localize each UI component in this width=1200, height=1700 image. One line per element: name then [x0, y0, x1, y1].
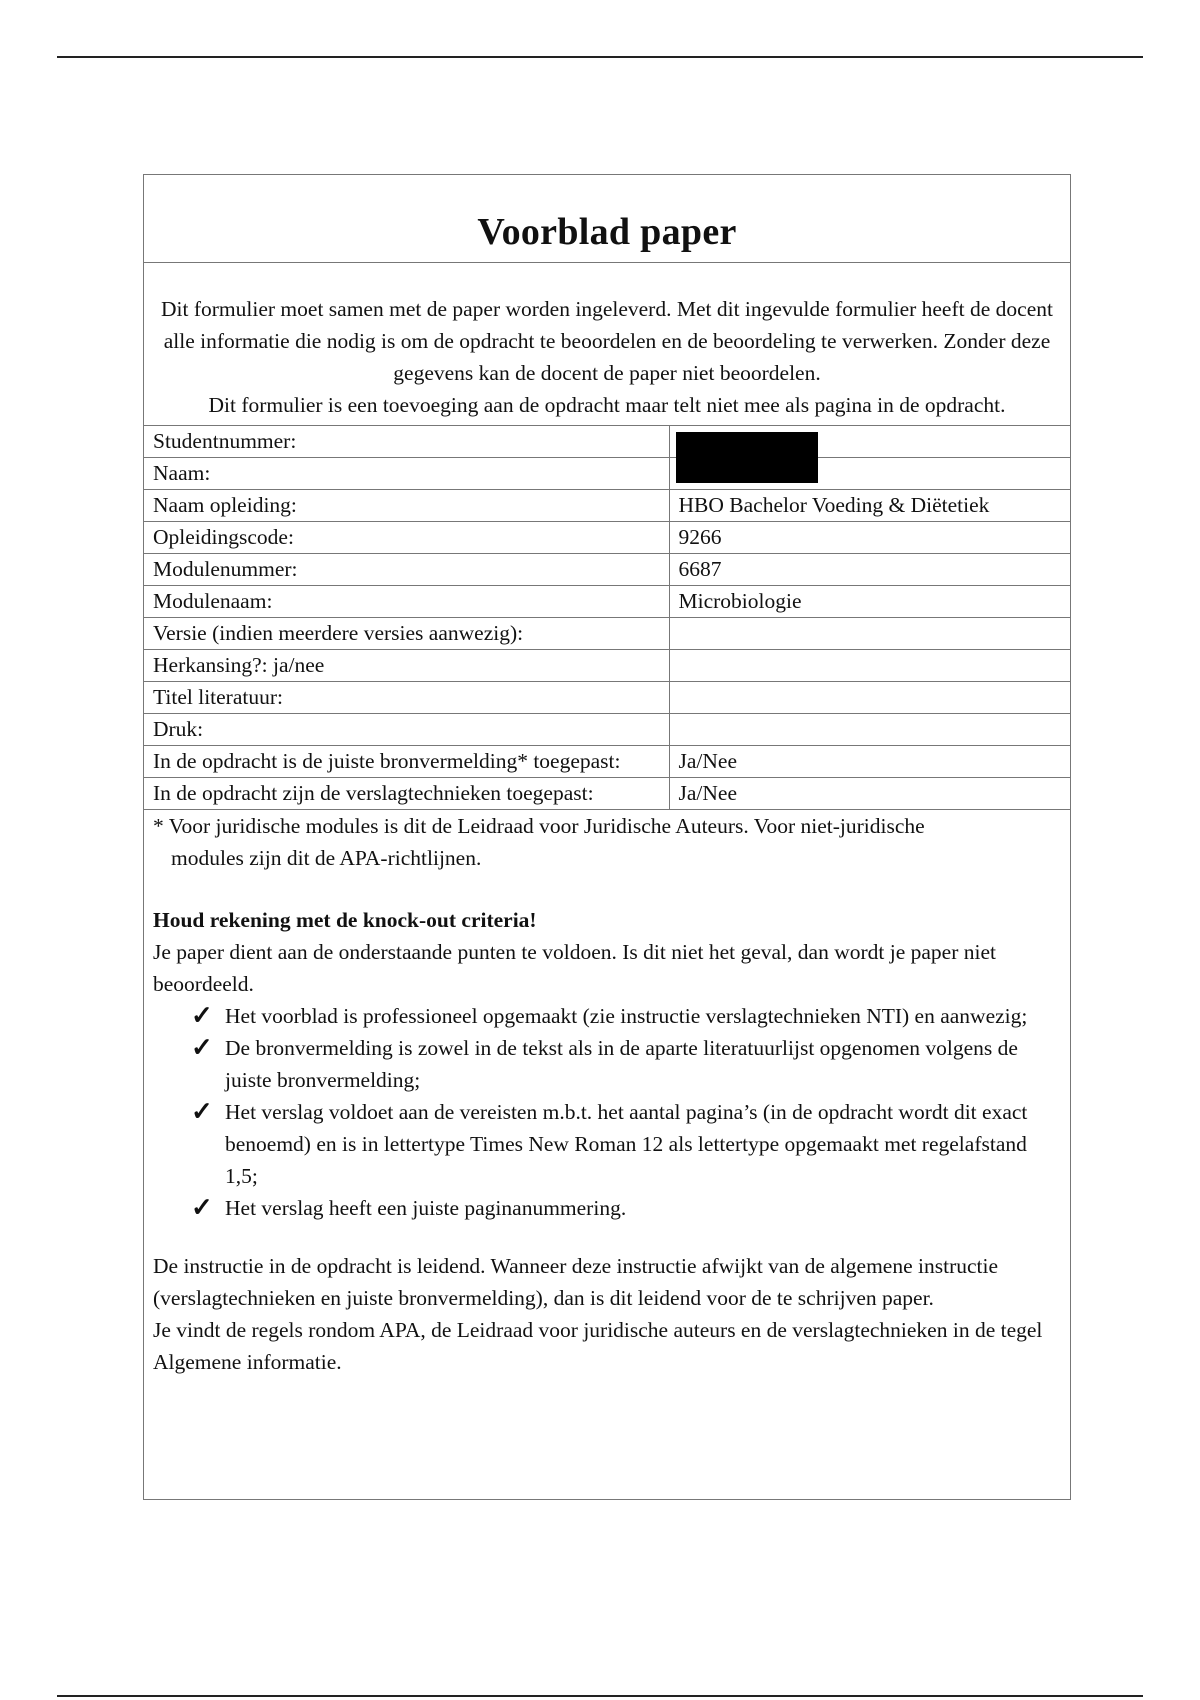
field-value: Microbiologie [669, 586, 1070, 618]
intro-paragraph-1: Dit formulier moet samen met de paper worden ingeleverd. Met dit ingevulde formulier heeft de docent alle informatie die nodig is om de opdracht te beoordelen en de beoordeling te verwerken. Zonder deze gegevens kan de docent de paper niet beoordelen. [161, 297, 1053, 385]
list-item [191, 1096, 1061, 1192]
redaction-block [676, 432, 818, 483]
cover-form [143, 174, 1071, 1500]
field-label: Druk: [144, 714, 669, 746]
title-box [144, 175, 1070, 263]
field-value: 6687 [669, 554, 1070, 586]
field-row-naam [144, 458, 1070, 490]
knockout-intro: Je paper dient aan de onderstaande punten te voldoen. Is dit niet het geval, dan wordt je paper niet beoordeeld. [153, 940, 996, 996]
field-row-verslagtechnieken [144, 778, 1070, 810]
field-row-modulenaam [144, 586, 1070, 618]
field-label: Studentnummer: [144, 426, 669, 458]
criterion-text: Het verslag voldoet aan de vereisten m.b.t. het aantal pagina’s (in de opdracht wordt dit exact benoemd) en is in lettertype Times New Roman 12 als lettertype opgemaakt met regelafstand 1,5; [225, 1100, 1028, 1188]
list-item [191, 1000, 1061, 1032]
intro-paragraph-2: Dit formulier is een toevoeging aan de opdracht maar telt niet mee als pagina in de opdracht. [208, 393, 1006, 417]
list-item [191, 1192, 1061, 1224]
field-row-titel-literatuur [144, 682, 1070, 714]
fields-table [144, 425, 1070, 810]
field-row-druk [144, 714, 1070, 746]
field-row-opleidingscode [144, 522, 1070, 554]
closing-paragraph-1: De instructie in de opdracht is leidend. Wanneer deze instructie afwijkt van de algemene instructie (verslagtechnieken en juiste bronvermelding), dan is dit leidend voor de te schrijven paper. [153, 1254, 999, 1310]
form-title: Voorblad paper [477, 211, 737, 253]
check-icon: ✓ [191, 1193, 213, 1222]
field-value-studentnummer [669, 426, 1070, 458]
field-row-bronvermelding [144, 746, 1070, 778]
field-row-modulenummer [144, 554, 1070, 586]
field-value: Ja/Nee [669, 746, 1070, 778]
field-label: Versie (indien meerdere versies aanwezig): [144, 618, 669, 650]
instructions-section [144, 810, 1070, 1378]
field-label: Modulenaam: [144, 586, 669, 618]
check-icon: ✓ [191, 1097, 213, 1126]
field-row-opleiding [144, 490, 1070, 522]
field-label: Titel literatuur: [144, 682, 669, 714]
check-icon: ✓ [191, 1033, 213, 1062]
field-row-versie [144, 618, 1070, 650]
criterion-text: Het verslag heeft een juiste paginanummering. [225, 1196, 627, 1220]
page-footer-rule [57, 1695, 1143, 1697]
field-value [669, 650, 1070, 682]
field-label: Naam: [144, 458, 669, 490]
field-row-herkansing [144, 650, 1070, 682]
criteria-list [153, 1000, 1061, 1224]
page-header-rule [57, 56, 1143, 58]
closing-paragraph-2: Je vindt de regels rondom APA, de Leidraad voor juridische auteurs en de verslagtechnieken in de tegel Algemene informatie. [153, 1318, 1043, 1374]
field-value [669, 714, 1070, 746]
field-label: Opleidingscode: [144, 522, 669, 554]
field-label: In de opdracht is de juiste bronvermelding* toegepast: [144, 746, 669, 778]
field-row-studentnummer [144, 426, 1070, 458]
criterion-text: De bronvermelding is zowel in de tekst als in de aparte literatuurlijst opgenomen volgens de juiste bronvermelding; [225, 1036, 1018, 1092]
footnote-line-1: * Voor juridische modules is dit de Leidraad voor Juridische Auteurs. Voor niet-juridische [153, 814, 925, 838]
list-item [191, 1032, 1061, 1096]
field-label: Naam opleiding: [144, 490, 669, 522]
field-value: HBO Bachelor Voeding & Diëtetiek [669, 490, 1070, 522]
knockout-heading: Houd rekening met de knock-out criteria! [153, 908, 537, 932]
check-icon: ✓ [191, 1001, 213, 1030]
field-value: 9266 [669, 522, 1070, 554]
field-label: In de opdracht zijn de verslagtechnieken toegepast: [144, 778, 669, 810]
footnote-line-2: modules zijn dit de APA-richtlijnen. [171, 846, 482, 870]
intro-text [144, 263, 1070, 425]
field-value [669, 618, 1070, 650]
field-value: Ja/Nee [669, 778, 1070, 810]
field-label: Herkansing?: ja/nee [144, 650, 669, 682]
field-label: Modulenummer: [144, 554, 669, 586]
criterion-text: Het voorblad is professioneel opgemaakt (zie instructie verslagtechnieken NTI) en aanwezig; [225, 1004, 1028, 1028]
field-value [669, 682, 1070, 714]
